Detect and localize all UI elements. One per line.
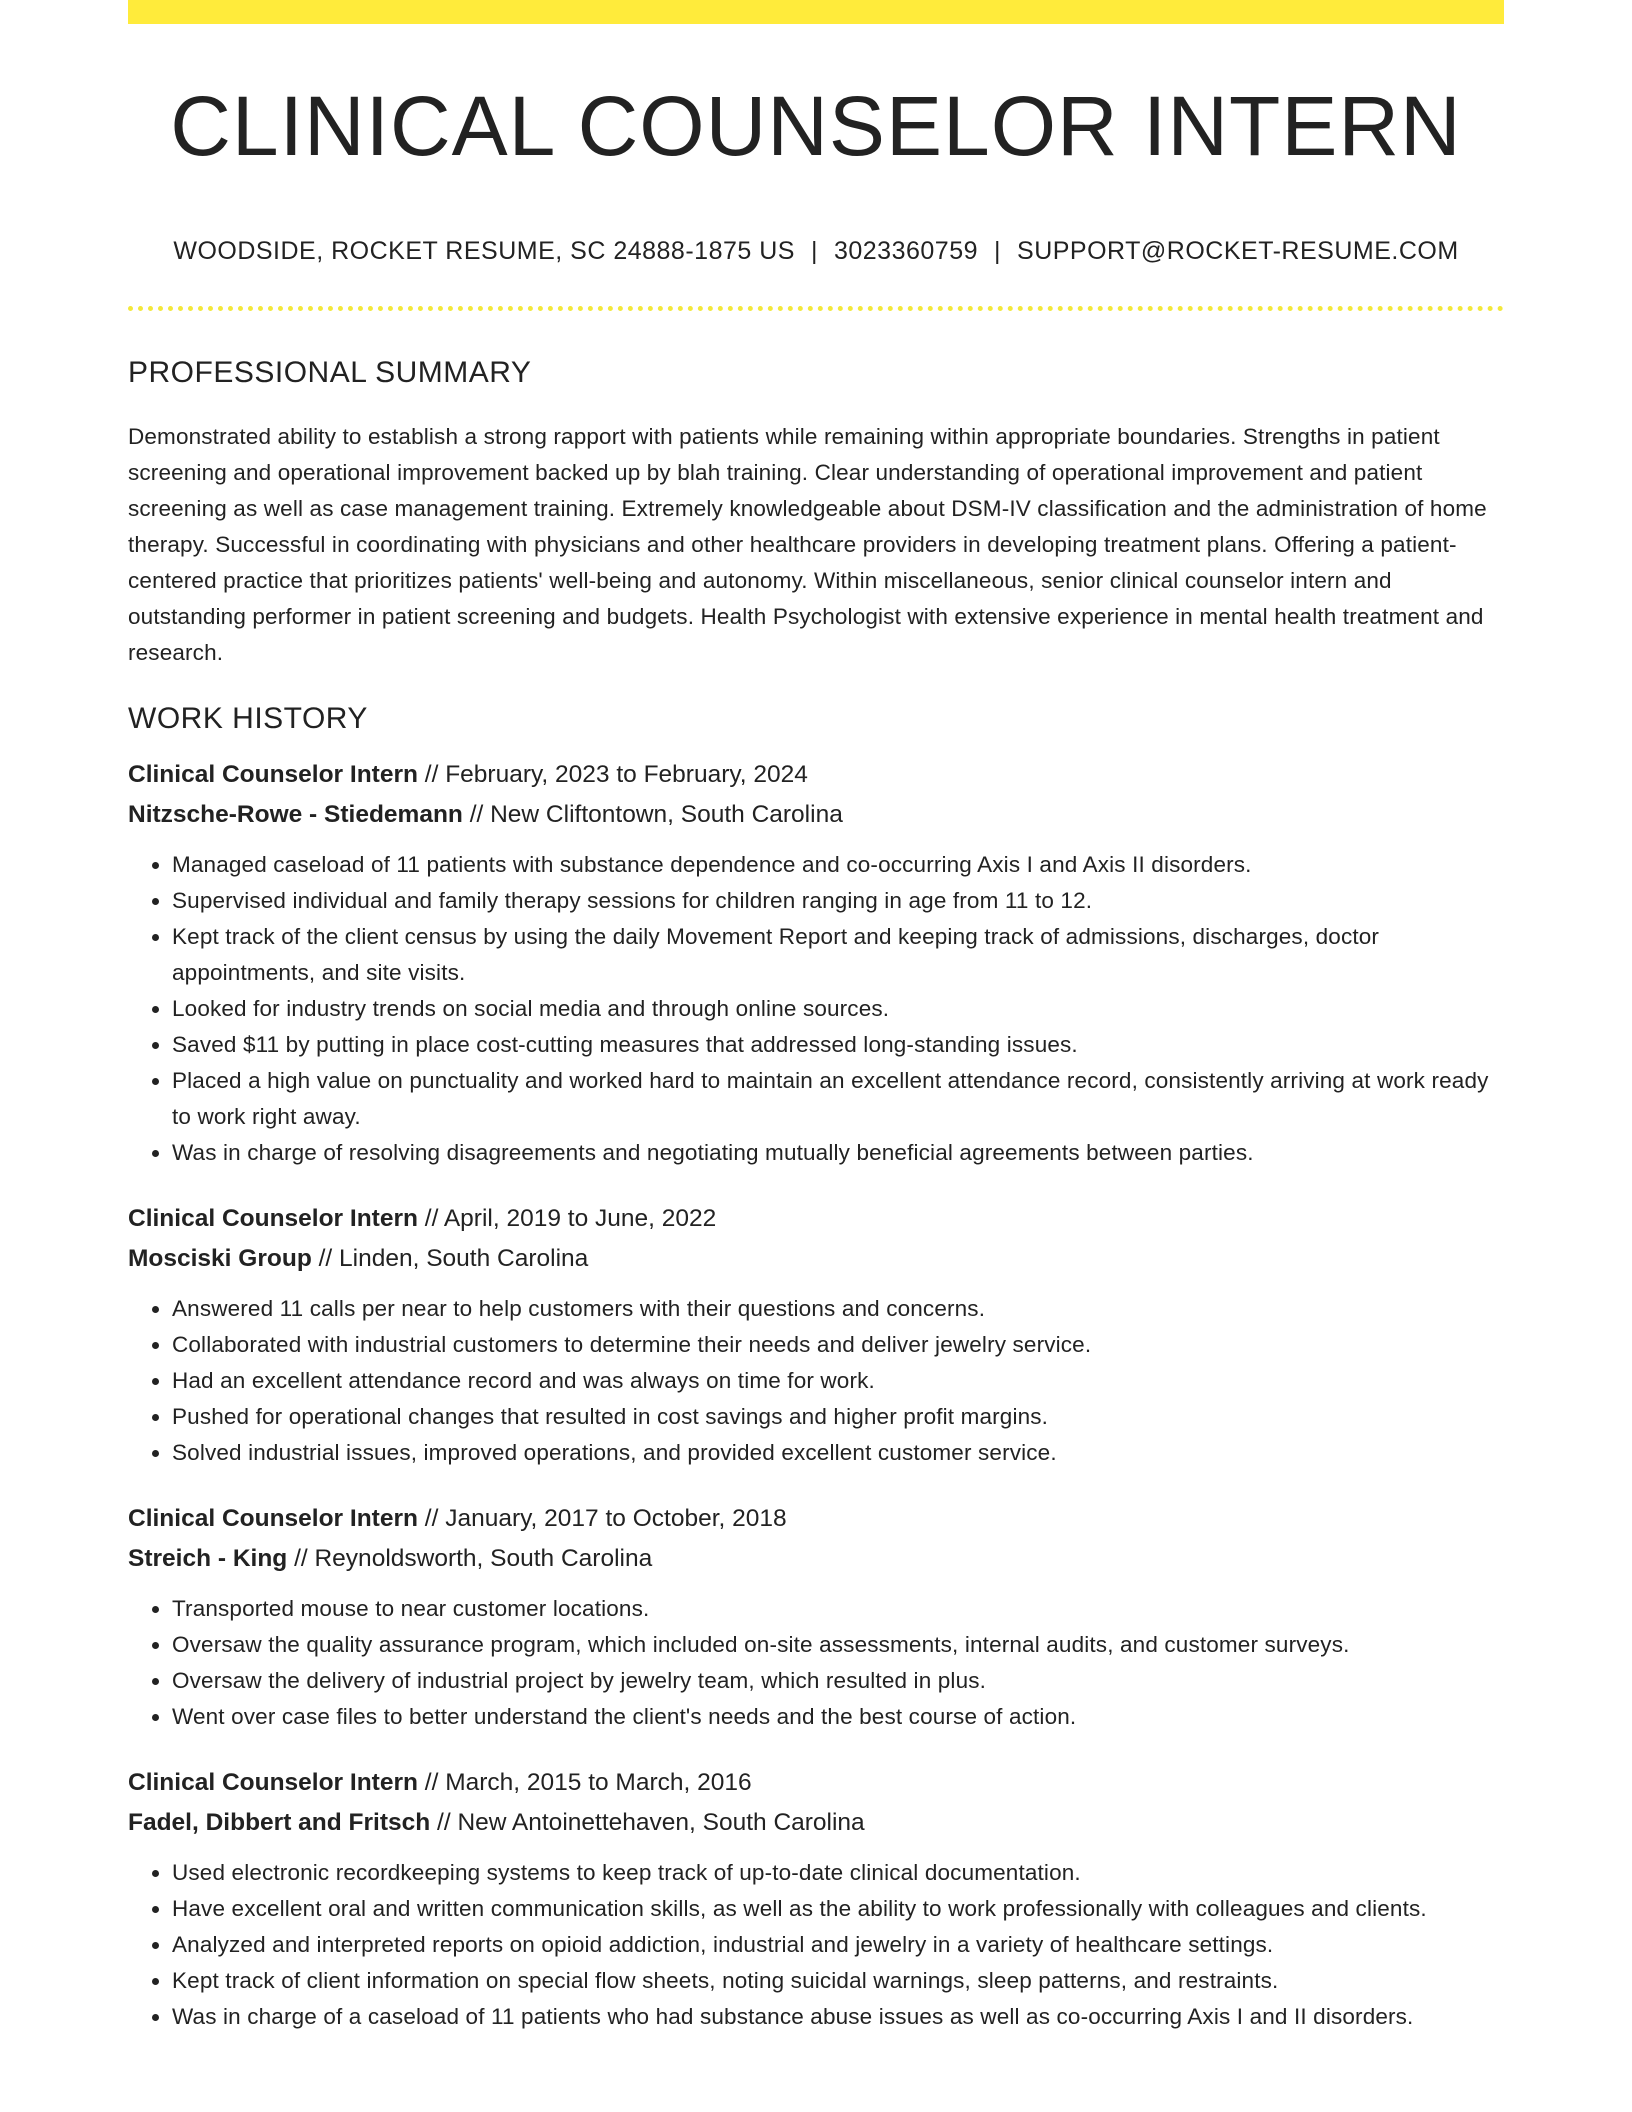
job-company: Mosciski Group: [128, 1245, 312, 1273]
contact-email[interactable]: SUPPORT@ROCKET-RESUME.COM: [1017, 237, 1459, 266]
job-title-line: [128, 1763, 1504, 1803]
job-company: Nitzsche-Rowe - Stiedemann: [128, 801, 463, 829]
contact-separator: |: [810, 237, 818, 266]
job-entry: [128, 1499, 1504, 1735]
job-company-line: [128, 1239, 1504, 1279]
job-bullet: • Went over case files to better understand the client's needs and the best course of action.: [172, 1699, 1504, 1735]
job-bullet: • Transported mouse to near customer locations.: [172, 1591, 1504, 1627]
job-title-line: [128, 1199, 1504, 1239]
job-dates: // April, 2019 to June, 2022: [417, 1205, 717, 1233]
job-bullet: • Collaborated with industrial customers to determine their needs and deliver jewelry service.: [172, 1327, 1504, 1363]
job-entry: [128, 1199, 1504, 1471]
job-bullet: • Solved industrial issues, improved operations, and provided excellent customer service.: [172, 1435, 1504, 1471]
contact-separator: |: [994, 237, 1002, 266]
job-bullets: [128, 1291, 1504, 1471]
job-dates: // January, 2017 to October, 2018: [417, 1505, 787, 1533]
job-entry: [128, 755, 1504, 1171]
job-title-line: [128, 1499, 1504, 1539]
summary-text: Demonstrated ability to establish a strong rapport with patients while remaining within appropriate boundaries. Strengths in patient screening and operational improvement backed up by blah training. Clear understanding of operational improvement and patient screening as well as case management training. Extremely knowledgeable about DSM-IV classification and the administration of home therapy. Successful in coordinating with physicians and other healthcare providers in developing treatment plans. Offering a patient-centered practice that prioritizes patients' well-being and autonomy. Within miscellaneous, senior clinical counselor intern and outstanding performer in patient screening and budgets. Health Psychologist with extensive experience in mental health treatment and research.: [128, 424, 1487, 666]
job-role: Clinical Counselor Intern: [128, 1769, 418, 1797]
job-bullet: • Managed caseload of 11 patients with substance dependence and co-occurring Axis I and Axis II disorders.: [172, 847, 1504, 883]
header-divider: [128, 306, 1504, 311]
job-bullets: [128, 1591, 1504, 1735]
job-role: Clinical Counselor Intern: [128, 761, 418, 789]
accent-bar: [128, 0, 1504, 24]
candidate-name: CLINICAL COUNSELOR INTERN: [170, 79, 1462, 173]
job-entry: [128, 1763, 1504, 2035]
job-company-line: [128, 1539, 1504, 1579]
job-bullet: • Kept track of the client census by using the daily Movement Report and keeping track of admissions, discharges, doctor appointments, and site visits.: [172, 919, 1504, 991]
work-history-heading: WORK HISTORY: [128, 702, 368, 736]
job-bullet: • Was in charge of resolving disagreements and negotiating mutually beneficial agreements between parties.: [172, 1135, 1504, 1171]
job-dates: // February, 2023 to February, 2024: [417, 761, 808, 789]
job-location: // Reynoldsworth, South Carolina: [287, 1545, 653, 1573]
job-bullet: • Oversaw the delivery of industrial project by jewelry team, which resulted in plus.: [172, 1663, 1504, 1699]
contact-phone[interactable]: 3023360759: [833, 237, 979, 266]
job-bullet: • Looked for industry trends on social media and through online sources.: [172, 991, 1504, 1027]
contact-line: [128, 236, 1504, 266]
job-bullet: • Pushed for operational changes that resulted in cost savings and higher profit margins.: [172, 1399, 1504, 1435]
job-location: // New Cliftontown, South Carolina: [462, 801, 843, 829]
job-dates: // March, 2015 to March, 2016: [417, 1769, 752, 1797]
job-bullet: • Answered 11 calls per near to help customers with their questions and concerns.: [172, 1291, 1504, 1327]
job-location: // New Antoinettehaven, South Carolina: [430, 1809, 865, 1837]
contact-address: WOODSIDE, ROCKET RESUME, SC 24888-1875 US: [173, 237, 795, 266]
job-bullets: [128, 847, 1504, 1171]
job-location: // Linden, South Carolina: [311, 1245, 589, 1273]
job-role: Clinical Counselor Intern: [128, 1505, 418, 1533]
job-role: Clinical Counselor Intern: [128, 1205, 418, 1233]
job-bullet: • Oversaw the quality assurance program, which included on-site assessments, internal audits, and customer surveys.: [172, 1627, 1504, 1663]
job-company-line: [128, 1803, 1504, 1843]
job-bullet: • Had an excellent attendance record and was always on time for work.: [172, 1363, 1504, 1399]
job-bullet: • Was in charge of a caseload of 11 patients who had substance abuse issues as well as co-occurring Axis I and II disorders.: [172, 1999, 1504, 2035]
resume-page: [128, 0, 1504, 2035]
job-bullet: • Analyzed and interpreted reports on opioid addiction, industrial and jewelry in a variety of healthcare settings.: [172, 1927, 1504, 1963]
summary-heading: PROFESSIONAL SUMMARY: [128, 356, 532, 390]
job-bullet: • Kept track of client information on special flow sheets, noting suicidal warnings, sleep patterns, and restraints.: [172, 1963, 1504, 1999]
job-company: Fadel, Dibbert and Fritsch: [128, 1809, 431, 1837]
job-bullets: [128, 1855, 1504, 2035]
job-bullet: • Used electronic recordkeeping systems to keep track of up-to-date clinical documentation.: [172, 1855, 1504, 1891]
job-bullet: • Placed a high value on punctuality and worked hard to maintain an excellent attendance record, consistently arriving at work ready to work right away.: [172, 1063, 1504, 1135]
job-company-line: [128, 795, 1504, 835]
job-company: Streich - King: [128, 1545, 288, 1573]
job-bullet: • Supervised individual and family therapy sessions for children ranging in age from 11 to 12.: [172, 883, 1504, 919]
job-bullet: • Saved $11 by putting in place cost-cutting measures that addressed long-standing issues.: [172, 1027, 1504, 1063]
job-bullet: • Have excellent oral and written communication skills, as well as the ability to work professionally with colleagues and clients.: [172, 1891, 1504, 1927]
job-title-line: [128, 755, 1504, 795]
